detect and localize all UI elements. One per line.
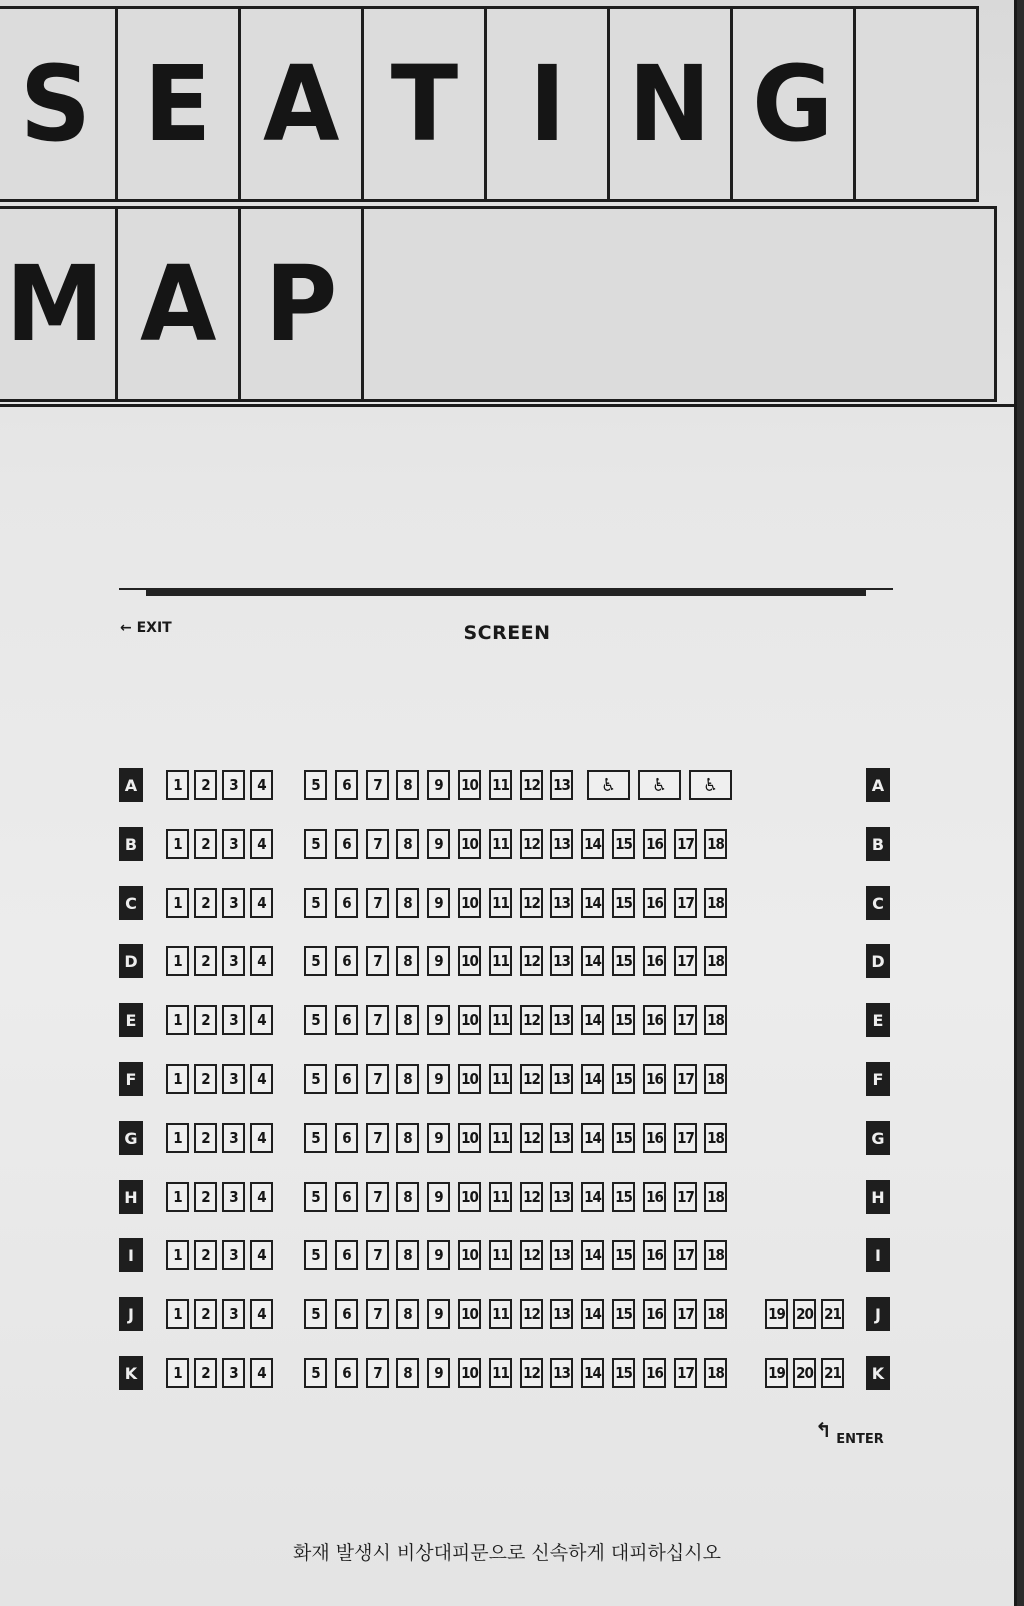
seat[interactable]: 3: [222, 1064, 245, 1094]
seat[interactable]: 10: [458, 888, 481, 918]
seat[interactable]: 7: [366, 1064, 389, 1094]
seat[interactable]: 9: [427, 770, 450, 800]
seat[interactable]: 18: [704, 888, 727, 918]
seat[interactable]: 9: [427, 1005, 450, 1035]
seat[interactable]: 5: [304, 946, 327, 976]
seat[interactable]: 12: [520, 1005, 543, 1035]
seat[interactable]: 10: [458, 1182, 481, 1212]
row-label-left: F: [119, 1062, 143, 1096]
row-label-right: G: [866, 1121, 890, 1155]
seat[interactable]: 13: [550, 1358, 573, 1388]
seat[interactable]: 18: [704, 1299, 727, 1329]
seat[interactable]: 7: [366, 1123, 389, 1153]
seat[interactable]: 3: [222, 1358, 245, 1388]
title-divider: [0, 404, 1014, 407]
seat[interactable]: 15: [612, 829, 635, 859]
seat[interactable]: 11: [489, 829, 512, 859]
seat[interactable]: 2: [194, 1182, 217, 1212]
seat[interactable]: 17: [674, 1358, 697, 1388]
seat[interactable]: 6: [335, 1182, 358, 1212]
row-label-left: A: [119, 768, 143, 802]
seat[interactable]: 18: [704, 1064, 727, 1094]
seat[interactable]: 10: [458, 770, 481, 800]
seat[interactable]: 15: [612, 946, 635, 976]
seat[interactable]: 3: [222, 829, 245, 859]
title-tile: [730, 6, 856, 202]
seat[interactable]: 10: [458, 1005, 481, 1035]
seat[interactable]: 11: [489, 770, 512, 800]
seat[interactable]: 15: [612, 1123, 635, 1153]
seat[interactable]: 7: [366, 770, 389, 800]
seat[interactable]: 1: [166, 1240, 189, 1270]
seat-row-g: [0, 1121, 1014, 1155]
seat[interactable]: 5: [304, 888, 327, 918]
seat[interactable]: 13: [550, 1240, 573, 1270]
title-letter: E: [144, 43, 212, 165]
seat[interactable]: 12: [520, 888, 543, 918]
seat[interactable]: 12: [520, 1064, 543, 1094]
seat[interactable]: 6: [335, 1299, 358, 1329]
seat[interactable]: 14: [581, 1299, 604, 1329]
seat-row-k: [0, 1356, 1014, 1390]
title-tile-blank: [361, 206, 997, 402]
seat[interactable]: 3: [222, 1005, 245, 1035]
seat[interactable]: 14: [581, 1064, 604, 1094]
seat[interactable]: 14: [581, 1240, 604, 1270]
seat[interactable]: 15: [612, 1182, 635, 1212]
seat[interactable]: 19: [765, 1358, 788, 1388]
seat[interactable]: 10: [458, 1358, 481, 1388]
screen-bar: [146, 590, 866, 596]
arrow-up-left-icon: ↰: [815, 1418, 832, 1442]
seat[interactable]: 16: [643, 1299, 666, 1329]
seat[interactable]: 6: [335, 946, 358, 976]
seat[interactable]: 9: [427, 1064, 450, 1094]
title-tile: [0, 206, 118, 402]
seat-row-d: [0, 944, 1014, 978]
seat[interactable]: 2: [194, 888, 217, 918]
seat[interactable]: 6: [335, 770, 358, 800]
row-label-left: C: [119, 886, 143, 920]
seat[interactable]: 9: [427, 1358, 450, 1388]
seat[interactable]: 16: [643, 829, 666, 859]
seat[interactable]: 13: [550, 1123, 573, 1153]
seat[interactable]: 13: [550, 829, 573, 859]
seat[interactable]: 2: [194, 1358, 217, 1388]
seat[interactable]: 2: [194, 1123, 217, 1153]
seat[interactable]: 7: [366, 1182, 389, 1212]
seat[interactable]: 2: [194, 1005, 217, 1035]
seat[interactable]: 11: [489, 1240, 512, 1270]
row-label-right: I: [866, 1238, 890, 1272]
seat[interactable]: 15: [612, 1358, 635, 1388]
seat[interactable]: 10: [458, 1240, 481, 1270]
seat[interactable]: 19: [765, 1299, 788, 1329]
seat[interactable]: 5: [304, 1064, 327, 1094]
seat[interactable]: 3: [222, 888, 245, 918]
seat[interactable]: 17: [674, 829, 697, 859]
seat[interactable]: 11: [489, 1064, 512, 1094]
seat-row-b: [0, 827, 1014, 861]
seat[interactable]: 3: [222, 1182, 245, 1212]
seat[interactable]: 2: [194, 1299, 217, 1329]
seat[interactable]: 7: [366, 829, 389, 859]
seat[interactable]: 14: [581, 829, 604, 859]
seat[interactable]: 18: [704, 1005, 727, 1035]
title-tile: [238, 6, 364, 202]
seat[interactable]: 6: [335, 1358, 358, 1388]
seat[interactable]: 1: [166, 770, 189, 800]
seat[interactable]: 16: [643, 888, 666, 918]
title-row-2: [0, 206, 994, 402]
title-letter: A: [139, 243, 217, 365]
exit-label: EXIT: [136, 620, 172, 636]
seat[interactable]: 18: [704, 829, 727, 859]
seat[interactable]: 1: [166, 888, 189, 918]
seat[interactable]: 12: [520, 829, 543, 859]
seat[interactable]: 18: [704, 946, 727, 976]
seat[interactable]: 10: [458, 1299, 481, 1329]
seat[interactable]: 17: [674, 888, 697, 918]
seat[interactable]: 3: [222, 1123, 245, 1153]
seat[interactable]: 5: [304, 1005, 327, 1035]
seat-row-j: [0, 1297, 1014, 1331]
seat[interactable]: 9: [427, 1240, 450, 1270]
seat[interactable]: 7: [366, 1240, 389, 1270]
seat[interactable]: 13: [550, 888, 573, 918]
seat[interactable]: 5: [304, 1182, 327, 1212]
seat[interactable]: 11: [489, 1358, 512, 1388]
title-letter: N: [628, 43, 712, 165]
seat[interactable]: 4: [250, 1358, 273, 1388]
title-tile: [115, 206, 241, 402]
title-tile: [607, 6, 733, 202]
seat[interactable]: 17: [674, 1182, 697, 1212]
seat[interactable]: 1: [166, 1182, 189, 1212]
seat[interactable]: 6: [335, 1123, 358, 1153]
seat[interactable]: 15: [612, 1299, 635, 1329]
seat[interactable]: 20: [793, 1299, 816, 1329]
seat[interactable]: 4: [250, 888, 273, 918]
title-letter: S: [19, 43, 91, 165]
seat[interactable]: 14: [581, 888, 604, 918]
seat[interactable]: 12: [520, 1240, 543, 1270]
seat[interactable]: 4: [250, 1240, 273, 1270]
seat[interactable]: 1: [166, 1005, 189, 1035]
seat[interactable]: 11: [489, 1005, 512, 1035]
seat[interactable]: 9: [427, 888, 450, 918]
seat[interactable]: 14: [581, 946, 604, 976]
seat[interactable]: 12: [520, 1358, 543, 1388]
title-tile: [238, 206, 364, 402]
seat[interactable]: 1: [166, 1123, 189, 1153]
seat[interactable]: 14: [581, 1358, 604, 1388]
seat[interactable]: 10: [458, 1123, 481, 1153]
seat[interactable]: 8: [396, 1240, 419, 1270]
seat[interactable]: 6: [335, 888, 358, 918]
title-tile: [0, 6, 118, 202]
title-tile: [361, 6, 487, 202]
seat[interactable]: 3: [222, 1240, 245, 1270]
seat[interactable]: 17: [674, 1005, 697, 1035]
seat[interactable]: 4: [250, 1123, 273, 1153]
seat[interactable]: 8: [396, 888, 419, 918]
seat[interactable]: 2: [194, 770, 217, 800]
seat[interactable]: 12: [520, 946, 543, 976]
seat[interactable]: 18: [704, 1123, 727, 1153]
seat[interactable]: 4: [250, 1182, 273, 1212]
seat[interactable]: 1: [166, 1064, 189, 1094]
wheelchair-seat-icon[interactable]: ♿: [638, 770, 681, 800]
title-letter: A: [262, 43, 340, 165]
seat[interactable]: 16: [643, 1358, 666, 1388]
seat[interactable]: 11: [489, 888, 512, 918]
seat[interactable]: 21: [821, 1358, 844, 1388]
seat[interactable]: 18: [704, 1240, 727, 1270]
seat[interactable]: 5: [304, 1240, 327, 1270]
seat[interactable]: 7: [366, 1358, 389, 1388]
wheelchair-seat-icon[interactable]: ♿: [689, 770, 732, 800]
title-letter: P: [264, 243, 338, 365]
seat[interactable]: 8: [396, 1299, 419, 1329]
seat[interactable]: 20: [793, 1358, 816, 1388]
seat-row-h: [0, 1180, 1014, 1214]
seat[interactable]: 4: [250, 1064, 273, 1094]
seat[interactable]: 15: [612, 888, 635, 918]
wheelchair-seat-icon[interactable]: ♿: [587, 770, 630, 800]
seat[interactable]: 9: [427, 1182, 450, 1212]
seat[interactable]: 3: [222, 770, 245, 800]
seat[interactable]: 18: [704, 1358, 727, 1388]
row-label-right: K: [866, 1356, 890, 1390]
seat[interactable]: 14: [581, 1182, 604, 1212]
seat[interactable]: 2: [194, 1064, 217, 1094]
row-label-left: B: [119, 827, 143, 861]
row-label-right: H: [866, 1180, 890, 1214]
seat[interactable]: 2: [194, 946, 217, 976]
seat[interactable]: 17: [674, 1299, 697, 1329]
seat[interactable]: 16: [643, 1182, 666, 1212]
row-label-left: G: [119, 1121, 143, 1155]
seat[interactable]: 5: [304, 829, 327, 859]
seat[interactable]: 7: [366, 946, 389, 976]
row-label-left: I: [119, 1238, 143, 1272]
seat[interactable]: 17: [674, 1123, 697, 1153]
seat[interactable]: 8: [396, 1005, 419, 1035]
seat[interactable]: 14: [581, 1005, 604, 1035]
seat[interactable]: 2: [194, 829, 217, 859]
seat[interactable]: 4: [250, 1005, 273, 1035]
seat[interactable]: 5: [304, 1123, 327, 1153]
seat[interactable]: 9: [427, 829, 450, 859]
row-label-right: F: [866, 1062, 890, 1096]
seat-row-c: [0, 886, 1014, 920]
seat[interactable]: 1: [166, 829, 189, 859]
row-label-right: D: [866, 944, 890, 978]
seat[interactable]: 17: [674, 1240, 697, 1270]
title-letter: T: [390, 43, 458, 165]
enter-label: ENTER: [836, 1432, 884, 1447]
seat[interactable]: 2: [194, 1240, 217, 1270]
enter-marker: [815, 1418, 884, 1447]
seat[interactable]: 8: [396, 1123, 419, 1153]
row-label-right: J: [866, 1297, 890, 1331]
seat[interactable]: 4: [250, 829, 273, 859]
seat[interactable]: 15: [612, 1064, 635, 1094]
seat[interactable]: 6: [335, 1240, 358, 1270]
seat[interactable]: 1: [166, 1299, 189, 1329]
title-letter: G: [752, 43, 834, 165]
row-label-left: H: [119, 1180, 143, 1214]
row-label-left: J: [119, 1297, 143, 1331]
row-label-left: K: [119, 1356, 143, 1390]
seat[interactable]: 1: [166, 946, 189, 976]
row-label-right: E: [866, 1003, 890, 1037]
seat[interactable]: 1: [166, 1358, 189, 1388]
seat[interactable]: 8: [396, 1182, 419, 1212]
seat[interactable]: 9: [427, 946, 450, 976]
seat[interactable]: 16: [643, 946, 666, 976]
seat-row-e: [0, 1003, 1014, 1037]
seat[interactable]: 12: [520, 1182, 543, 1212]
seat[interactable]: 8: [396, 946, 419, 976]
seat[interactable]: 16: [643, 1240, 666, 1270]
seat[interactable]: 3: [222, 1299, 245, 1329]
seat[interactable]: 16: [643, 1123, 666, 1153]
seat[interactable]: 9: [427, 1299, 450, 1329]
seat[interactable]: 8: [396, 770, 419, 800]
seat[interactable]: 6: [335, 829, 358, 859]
seat[interactable]: 8: [396, 1064, 419, 1094]
seat[interactable]: 12: [520, 770, 543, 800]
title-tile-blank: [853, 6, 979, 202]
seat[interactable]: 5: [304, 770, 327, 800]
seat[interactable]: 11: [489, 1299, 512, 1329]
seat-row-i: [0, 1238, 1014, 1272]
seat[interactable]: 21: [821, 1299, 844, 1329]
seat[interactable]: 5: [304, 1299, 327, 1329]
seat[interactable]: 13: [550, 1299, 573, 1329]
seat[interactable]: 13: [550, 1064, 573, 1094]
row-label-left: E: [119, 1003, 143, 1037]
seat[interactable]: 15: [612, 1005, 635, 1035]
seat[interactable]: 8: [396, 829, 419, 859]
seat[interactable]: 7: [366, 1299, 389, 1329]
seat[interactable]: 11: [489, 946, 512, 976]
fire-evacuation-notice: 화재 발생시 비상대피문으로 신속하게 대피하십시오: [293, 1542, 721, 1564]
seat[interactable]: 13: [550, 770, 573, 800]
row-label-right: B: [866, 827, 890, 861]
seat[interactable]: 13: [550, 1005, 573, 1035]
seat[interactable]: 3: [222, 946, 245, 976]
seat[interactable]: 12: [520, 1299, 543, 1329]
screen-label: SCREEN: [463, 622, 551, 644]
seat-row-f: [0, 1062, 1014, 1096]
seat[interactable]: 4: [250, 770, 273, 800]
title-letter: I: [528, 43, 566, 165]
seat[interactable]: 4: [250, 946, 273, 976]
title-row-1: [0, 6, 976, 202]
seat-row-a: [0, 768, 1014, 802]
seat[interactable]: 13: [550, 1182, 573, 1212]
seat[interactable]: 10: [458, 1064, 481, 1094]
row-label-left: D: [119, 944, 143, 978]
seat[interactable]: 16: [643, 1005, 666, 1035]
seat[interactable]: 4: [250, 1299, 273, 1329]
seat[interactable]: 17: [674, 946, 697, 976]
seat[interactable]: 10: [458, 829, 481, 859]
seat[interactable]: 7: [366, 1005, 389, 1035]
seat[interactable]: 15: [612, 1240, 635, 1270]
title-tile: [484, 6, 610, 202]
row-label-right: A: [866, 768, 890, 802]
seat[interactable]: 13: [550, 946, 573, 976]
seat[interactable]: 11: [489, 1123, 512, 1153]
seat[interactable]: 5: [304, 1358, 327, 1388]
seat[interactable]: 16: [643, 1064, 666, 1094]
seat[interactable]: 9: [427, 1123, 450, 1153]
arrow-left-icon: ←: [120, 620, 132, 636]
seat[interactable]: 14: [581, 1123, 604, 1153]
seat[interactable]: 8: [396, 1358, 419, 1388]
seat[interactable]: 18: [704, 1182, 727, 1212]
seat[interactable]: 7: [366, 888, 389, 918]
title-letter: M: [5, 243, 105, 365]
seat[interactable]: 6: [335, 1005, 358, 1035]
seat[interactable]: 6: [335, 1064, 358, 1094]
seat[interactable]: 17: [674, 1064, 697, 1094]
seat[interactable]: 10: [458, 946, 481, 976]
title-tile: [115, 6, 241, 202]
row-label-right: C: [866, 886, 890, 920]
seat[interactable]: 11: [489, 1182, 512, 1212]
seat[interactable]: 12: [520, 1123, 543, 1153]
